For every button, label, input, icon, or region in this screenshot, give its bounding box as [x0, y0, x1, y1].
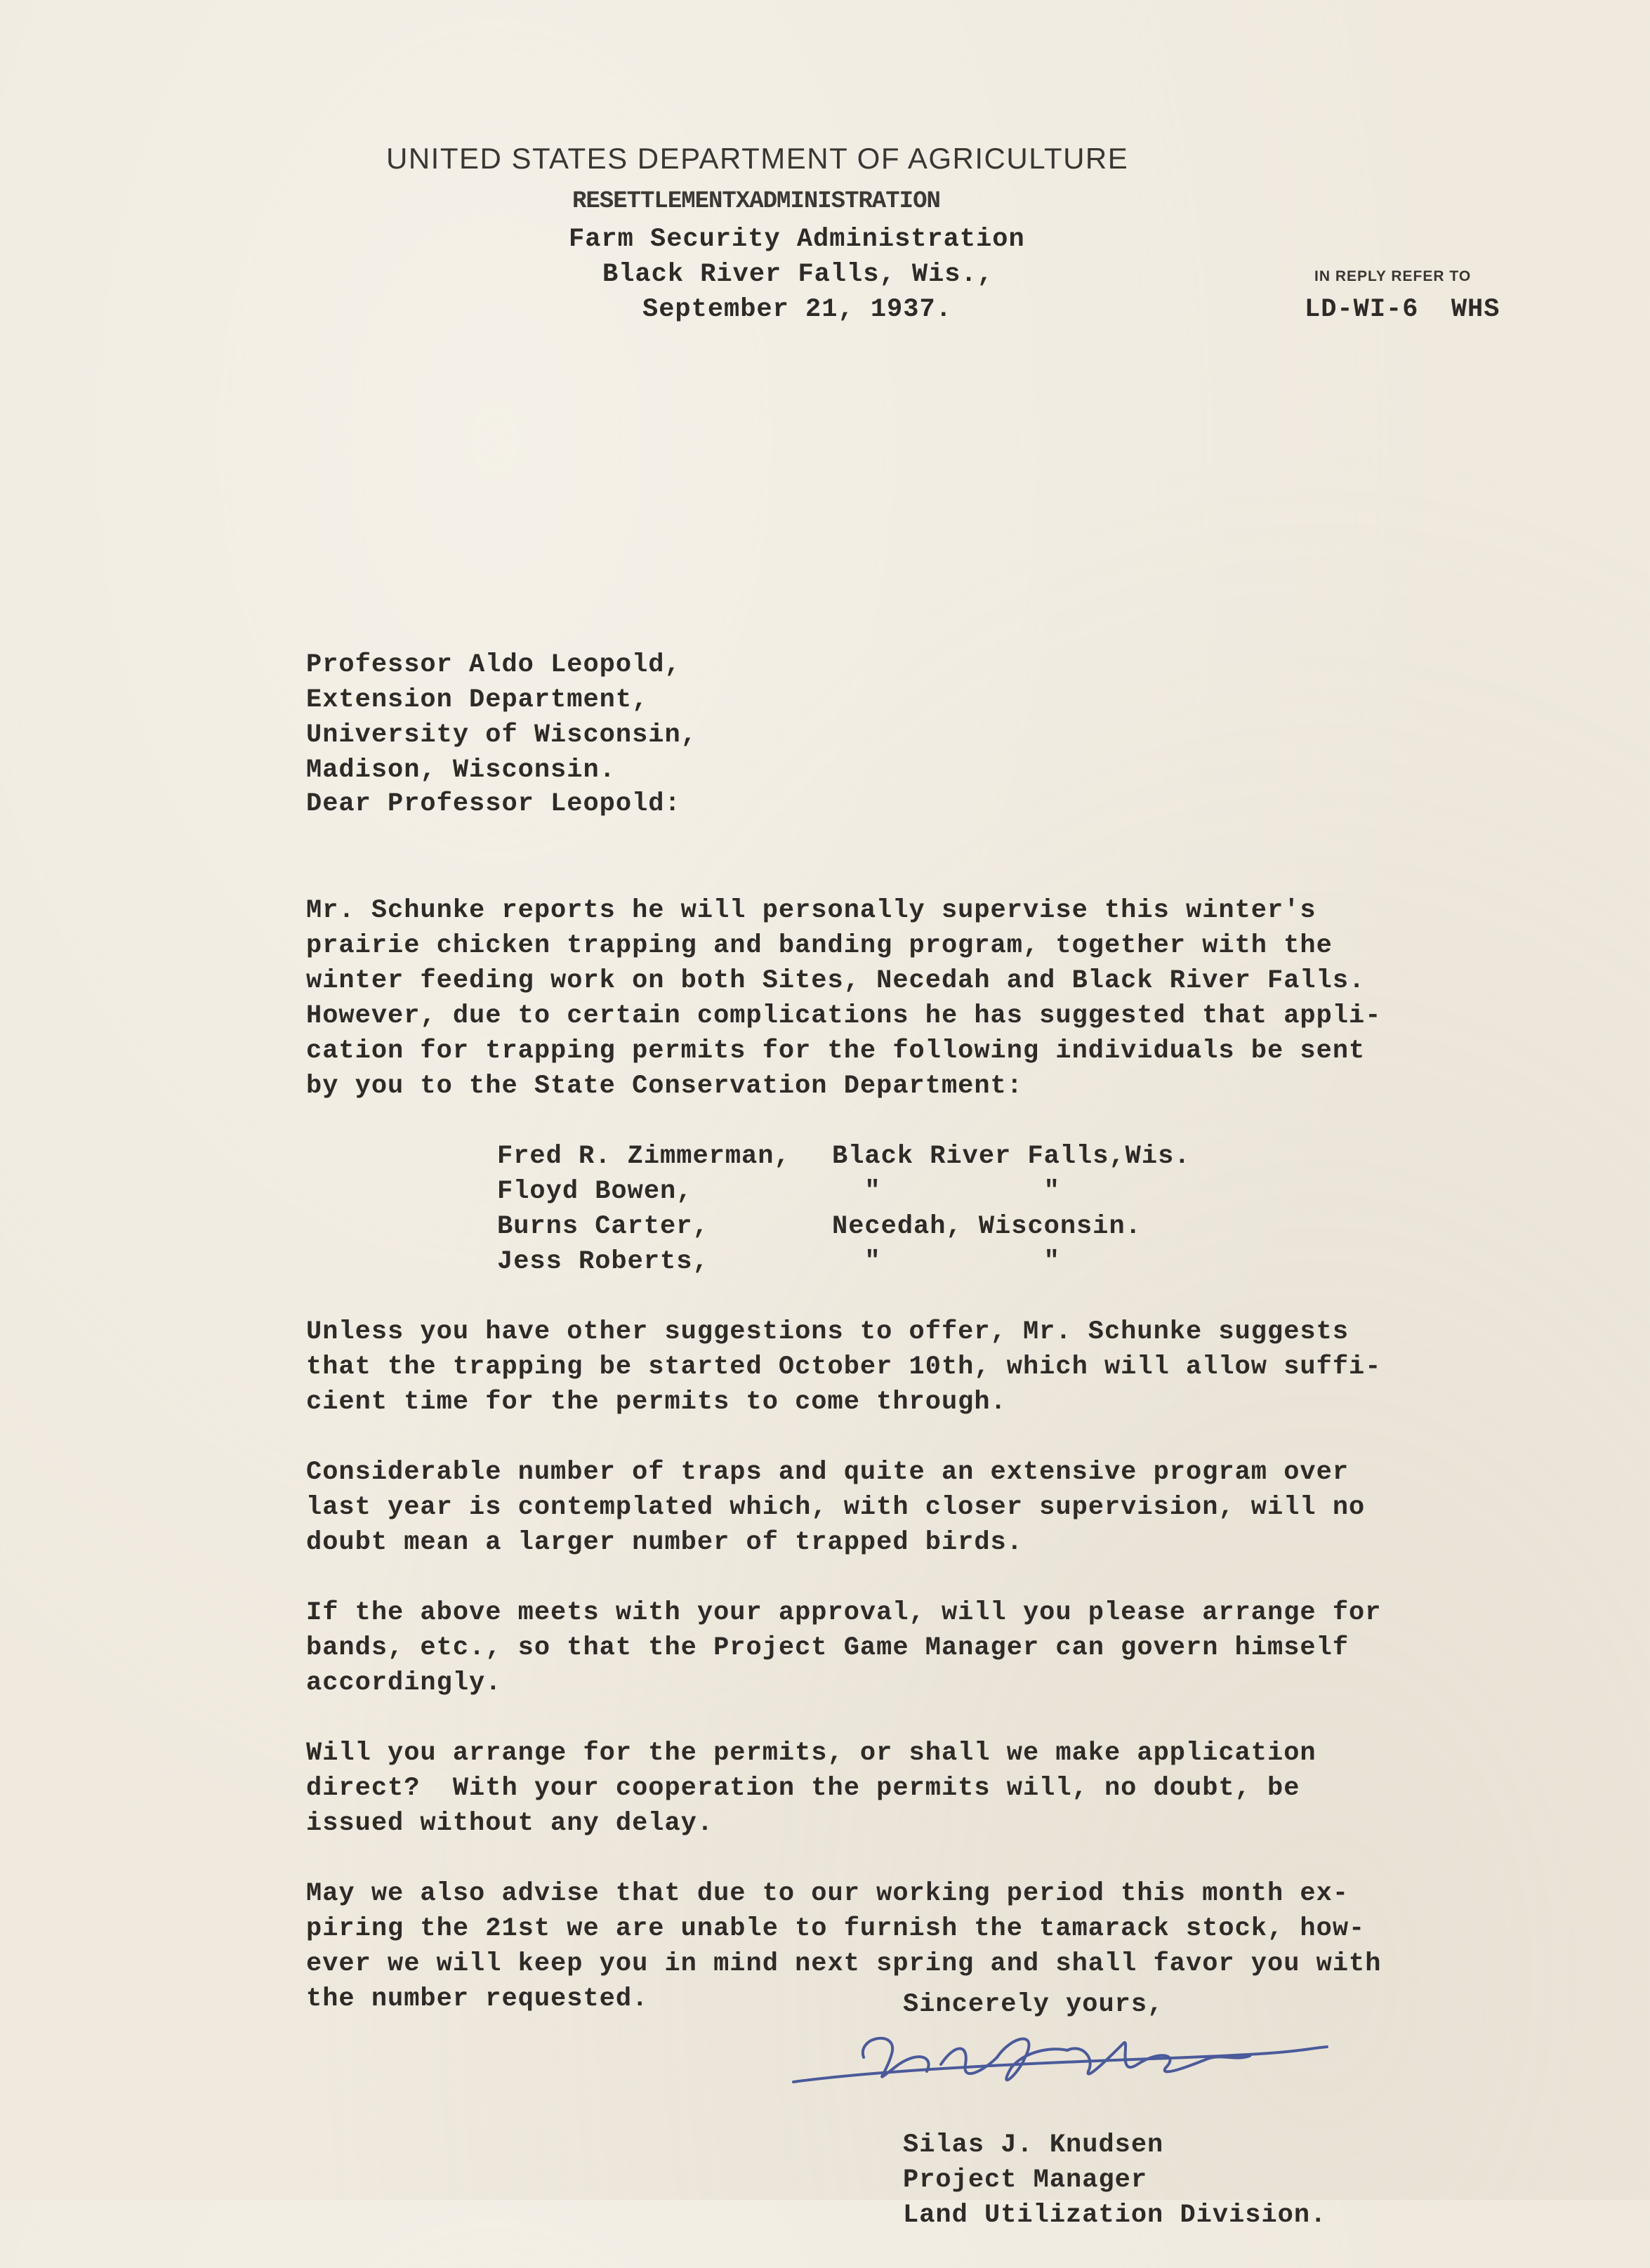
individual-place: " " [832, 1177, 1060, 1206]
text-line: accordingly. [306, 1668, 502, 1698]
text-line: piring the 21st we are unable to furnish the tamarack stock, how- [306, 1914, 1366, 1944]
text-line: cation for trapping permits for the following individuals be sent [306, 1036, 1366, 1066]
recipient-line: Professor Aldo Leopold, [306, 650, 681, 680]
individual-place: Necedah, Wisconsin. [832, 1212, 1142, 1241]
recipient-line: Madison, Wisconsin. [306, 756, 616, 785]
text-line: Unless you have other suggestions to offer, Mr. Schunke suggests [306, 1317, 1349, 1347]
letterhead-agency: Farm Security Administration [569, 225, 1025, 254]
letter-date: September 21, 1937. [642, 295, 952, 324]
recipient-line: Extension Department, [306, 685, 649, 715]
text-line: winter feeding work on both Sites, Necedah and Black River Falls. [306, 966, 1366, 996]
recipient-line: University of Wisconsin, [306, 720, 697, 750]
text-line: by you to the State Conservation Department: [306, 1072, 1023, 1101]
reference-code: LD-WI-6 WHS [1305, 295, 1500, 324]
letterhead-department: UNITED STATES DEPARTMENT OF AGRICULTURE [386, 142, 1129, 175]
text-line: direct? With your cooperation the permits will, no doubt, be [306, 1774, 1300, 1803]
text-line: issued without any delay. [306, 1809, 714, 1838]
text-line: Considerable number of traps and quite an extensive program over [306, 1458, 1349, 1487]
signatory-title: Project Manager [903, 2165, 1148, 2195]
signatory-name: Silas J. Knudsen [903, 2130, 1164, 2160]
text-line: If the above meets with your approval, will you please arrange for [306, 1598, 1382, 1628]
reply-refer-label: IN REPLY REFER TO [1314, 268, 1472, 284]
text-line: bands, etc., so that the Project Game Manager can govern himself [306, 1633, 1349, 1663]
text-line: Mr. Schunke reports he will personally supervise this winter's [306, 896, 1316, 925]
text-line: the number requested. [306, 1984, 649, 2014]
letterhead-location: Black River Falls, Wis., [602, 260, 994, 289]
text-line: that the trapping be started October 10th, which will allow suffi- [306, 1352, 1382, 1382]
signatory-block [903, 2092, 1326, 2268]
individual-place: Black River Falls,Wis. [832, 1142, 1191, 1171]
individual-name: Floyd Bowen, [497, 1177, 693, 1206]
individual-name: Jess Roberts, [497, 1247, 709, 1277]
paragraph-1 [306, 858, 1381, 1139]
text-line: cient time for the permits to come through. [306, 1387, 1007, 1417]
salutation: Dear Professor Leopold: [306, 789, 681, 819]
text-line: May we also advise that due to our working period this month ex- [306, 1879, 1349, 1908]
text-line: last year is contemplated which, with closer supervision, will no [306, 1493, 1366, 1522]
text-line: However, due to certain complications he has suggested that appli- [306, 1001, 1382, 1031]
text-line: ever we will keep you in mind next spring and shall favor you with [306, 1949, 1382, 1979]
individual-place: " " [832, 1247, 1060, 1277]
signatory-division: Land Utilization Division. [903, 2201, 1327, 2230]
individual-name: Burns Carter, [497, 1212, 709, 1241]
individual-name: Fred R. Zimmerman, [497, 1142, 791, 1171]
closing: Sincerely yours, [903, 1990, 1164, 2019]
text-line: prairie chicken trapping and banding program, together with the [306, 931, 1333, 961]
text-line: doubt mean a larger number of trapped birds. [306, 1528, 1023, 1557]
text-line: Will you arrange for the permits, or shall we make application [306, 1739, 1316, 1768]
struck-out-agency-line: RESETTLEMENTXADMINISTRATION [572, 188, 940, 215]
